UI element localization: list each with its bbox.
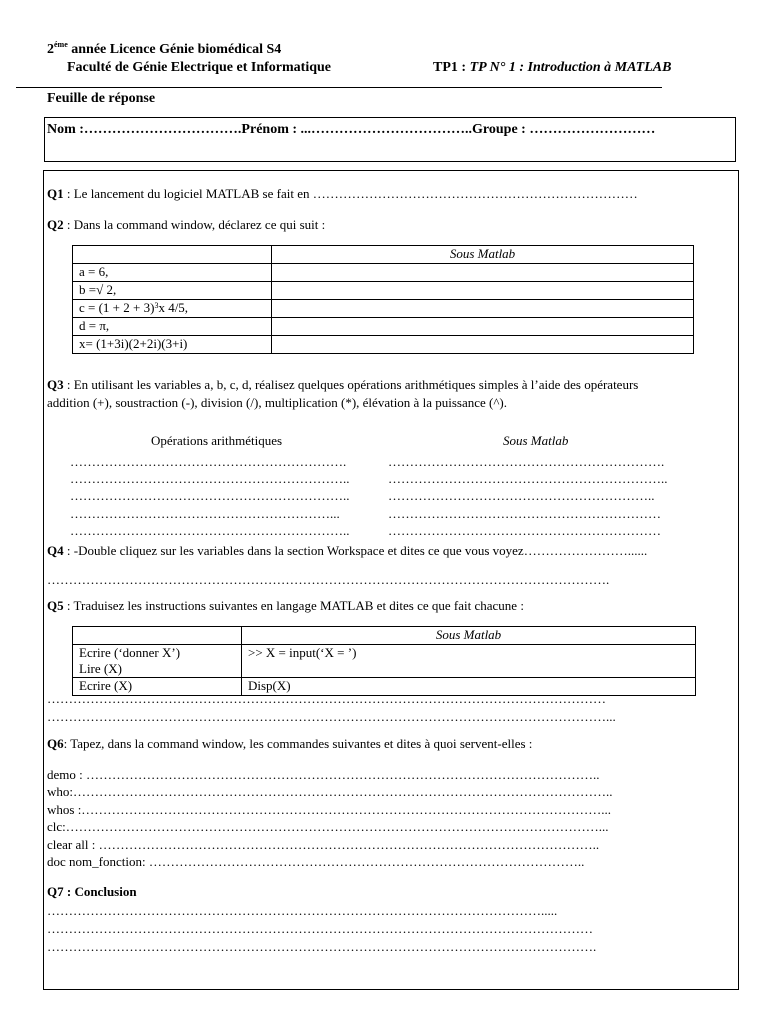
q5-answer-line[interactable]: …………………………………………………………………………………………………………………... — [47, 709, 616, 724]
q3-number: Q3 — [47, 377, 64, 392]
q3-text-line-1: : En utilisant les variables a, b, c, d, réalisez quelques opérations arithmétiques simples à l’aide des opérateurs — [63, 377, 639, 392]
q6-command-line[interactable]: demo : ……………………………………………………………………………………………………….. — [47, 767, 600, 782]
table-row — [73, 282, 694, 300]
level-number: 2 — [47, 42, 54, 57]
question-1[interactable] — [47, 186, 638, 202]
question-5 — [47, 598, 524, 614]
q2-row-c-exponent: 3 — [154, 301, 159, 310]
q5-row-pseudocode — [73, 645, 242, 678]
q4-answer-line[interactable]: …………………………………………………………………………………………………………………. — [47, 572, 610, 587]
q4-number: Q4 — [47, 543, 64, 558]
q3-right-answer-line[interactable]: …………………………………………………….. — [388, 488, 655, 503]
q2-row-label: x= (1+3i)(2+2i)(3+i) — [73, 336, 272, 354]
q5-pseudo-read: Lire (X) — [79, 661, 122, 676]
tp-heading — [433, 60, 671, 76]
program-title: année Licence Génie biomédical S4 — [67, 42, 282, 57]
q2-row-label — [73, 300, 272, 318]
q5-pseudo-write: Ecrire (‘donner X’) — [79, 645, 181, 660]
q5-header-empty — [73, 627, 242, 645]
q2-row-c-base: c = (1 + 2 + 3) — [79, 300, 155, 315]
q2-table — [72, 245, 694, 354]
q2-answer-cell[interactable] — [272, 336, 694, 354]
sheet-title: Feuille de réponse — [47, 91, 156, 106]
q2-answer-cell[interactable] — [272, 318, 694, 336]
q2-text: : Dans la command window, déclarez ce qui suit : — [63, 217, 326, 232]
tp-label: TP1 : — [433, 60, 470, 75]
q5-header-row — [73, 627, 696, 645]
question-4[interactable] — [47, 543, 647, 559]
table-row — [73, 318, 694, 336]
table-row — [73, 336, 694, 354]
q5-answer-line[interactable]: ………………………………………………………………………………………………………………… — [47, 691, 606, 706]
q1-text: : Le lancement du logiciel MATLAB se fait en ………………………………………………………………… — [63, 186, 638, 201]
table-row — [73, 300, 694, 318]
q6-number: Q6 — [47, 736, 64, 751]
header-line-1 — [47, 42, 281, 58]
q3-col-matlab: Sous Matlab — [503, 433, 569, 448]
q5-row-matlab[interactable]: >> X = input(‘X = ’) — [242, 645, 696, 678]
q2-answer-cell[interactable] — [272, 264, 694, 282]
q5-row-matlab[interactable]: Disp(X) — [242, 678, 696, 696]
q2-header-empty — [73, 246, 272, 264]
q6-command-line[interactable]: clc:……………………………………………………………………………………………………………... — [47, 819, 609, 834]
q2-row-label: b =√ 2, — [73, 282, 272, 300]
q6-command-line[interactable]: who:…………………………………………………………………………………………………………….. — [47, 784, 613, 799]
question-6 — [47, 736, 532, 752]
q6-command-line[interactable]: clear all : …………………………………………………………………………………………………….. — [47, 837, 600, 852]
q2-answer-cell[interactable] — [272, 300, 694, 318]
table-row — [73, 645, 696, 678]
q6-text: : Tapez, dans la command window, les commandes suivantes et dites à quoi servent-elles : — [63, 736, 533, 751]
question-2 — [47, 217, 325, 233]
q2-row-label: a = 6, — [73, 264, 272, 282]
q3-left-answer-line[interactable]: ……………………………………………………... — [70, 506, 340, 521]
table-row — [73, 264, 694, 282]
q3-left-answer-line[interactable]: ……………………………………………………….. — [70, 471, 350, 486]
faculty-name: Faculté de Génie Electrique et Informatique — [67, 60, 332, 75]
q3-right-answer-line[interactable]: ……………………………………………………… — [388, 523, 661, 538]
q2-col-header: Sous Matlab — [272, 246, 694, 264]
q2-number: Q2 — [47, 217, 64, 232]
q4-text: : -Double cliquez sur les variables dans la section Workspace et dites ce que vous voyez……………………...... — [63, 543, 648, 558]
q3-left-answer-line[interactable]: ……………………………………………………….. — [70, 523, 350, 538]
q7-title: Q7 : Conclusion — [47, 884, 137, 899]
q7-answer-line[interactable]: ………………………………………………………………………………………………………………. — [47, 939, 597, 954]
q2-answer-cell[interactable] — [272, 282, 694, 300]
q3-right-answer-line[interactable]: ……………………………………………………… — [388, 506, 661, 521]
q3-left-answer-line[interactable]: ……………………………………………………….. — [70, 488, 350, 503]
q5-number: Q5 — [47, 598, 64, 613]
q5-table — [72, 626, 696, 696]
q5-row-pseudocode: Ecrire (X) — [73, 678, 242, 696]
level-superscript: éme — [54, 40, 68, 49]
q2-header-row — [73, 246, 694, 264]
q3-text-line-2: addition (+), soustraction (-), division (/), multiplication (*), élévation à la puissance (^). — [47, 395, 508, 410]
q3-left-answer-line[interactable]: ………………………………………………………. — [70, 454, 347, 469]
q6-command-line[interactable]: doc nom_fonction: ……………………………………………………………………………………….. — [47, 854, 585, 869]
header-rule — [16, 87, 662, 88]
question-3 — [47, 377, 638, 393]
q6-command-line[interactable]: whos :…………………………………………………………………………………………………………... — [47, 802, 612, 817]
q3-right-answer-line[interactable]: ………………………………………………………. — [388, 454, 665, 469]
q1-number: Q1 — [47, 186, 64, 201]
q5-col-header: Sous Matlab — [242, 627, 696, 645]
q5-text: : Traduisez les instructions suivantes en langage MATLAB et dites ce que fait chacune : — [63, 598, 524, 613]
q2-row-label: d = π, — [73, 318, 272, 336]
q7-answer-line[interactable]: ……………………………………………………………………………………………………..... — [47, 903, 558, 918]
tp-title: TP N° 1 : Introduction à MATLAB — [469, 60, 672, 75]
q7-answer-line[interactable]: ……………………………………………………………………………………………………………… — [47, 921, 593, 936]
identity-fields[interactable]: Nom :…………………………….Prénom : ...……………………………..Groupe : ……………………… — [47, 122, 656, 137]
q3-right-answer-line[interactable]: ……………………………………………………….. — [388, 471, 668, 486]
q3-col-operations: Opérations arithmétiques — [151, 433, 283, 448]
q2-row-c-rest: x 4/5, — [158, 300, 189, 315]
